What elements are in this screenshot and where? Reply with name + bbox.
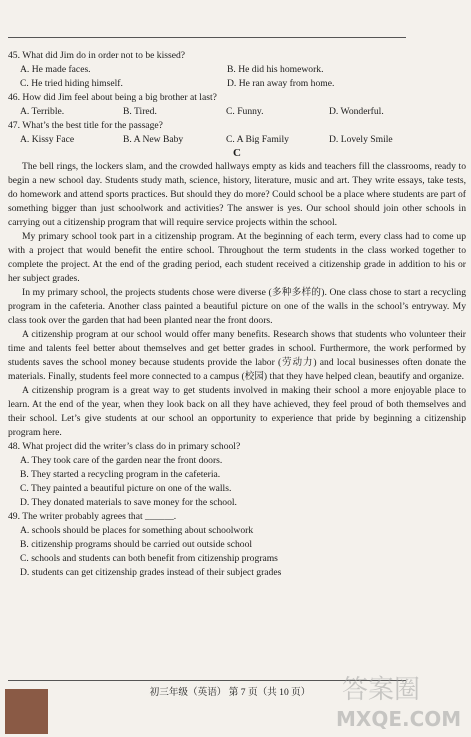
passage-paragraph: The bell rings, the lockers slam, and the crowded hallways empty as kids and teachers fill the classrooms, ready to begin a new school day. Students study math, science, history, literature, music and art. They write essays, take tests, do homework and attend sports practices. But should they do more? Could school be a place where students are part of something bigger than just schoolwork and activities? The answer is yes. Our school should join other schools in carrying out a citizenship program that will require service projects within the school. bbox=[8, 161, 466, 228]
question-stem: 46. How did Jim feel about being a big brother at last? bbox=[8, 92, 217, 103]
answer-options bbox=[20, 524, 466, 580]
answer-options bbox=[20, 63, 466, 91]
watermark-logo bbox=[328, 668, 466, 734]
option-d: D. They donated materials to save money for the school. bbox=[20, 497, 237, 508]
option-b: B. Tired. bbox=[123, 106, 157, 117]
option-a: A. He made faces. bbox=[20, 64, 91, 75]
watermark-top-text: 答案圈 bbox=[342, 675, 421, 705]
question-stem: 49. The writer probably agrees that ______. bbox=[8, 511, 177, 522]
option-c: C. Funny. bbox=[226, 106, 264, 117]
option-d: D. He ran away from home. bbox=[227, 78, 335, 89]
passage-paragraph: A citizenship program is a great way to get students involved in making their school a more enjoyable place to learn. At the end of the year, when they look back on all they have achieved, they feel proud of both themselves and their school. Let’s give students at our school an opportunity to experience that pride by beginning a citizenship program here. bbox=[8, 385, 466, 438]
question-stem: 47. What’s the best title for the passage? bbox=[8, 120, 163, 131]
option-a: A. Kissy Face bbox=[20, 134, 75, 145]
watermark-bottom-text: MXQE.COM bbox=[336, 707, 462, 731]
option-b: B. A New Baby bbox=[123, 134, 184, 145]
exam-page-content bbox=[8, 49, 466, 580]
decorative-corner-block bbox=[5, 689, 48, 734]
option-d: D. students can get citizenship grades instead of their subject grades bbox=[20, 567, 282, 578]
option-b: B. citizenship programs should be carried out outside school bbox=[20, 539, 253, 550]
passage-paragraph: A citizenship program at our school would offer many benefits. Research shows that students who volunteer their time and talents feel better about themselves and get better grades in school. Furthermore, the work performed by students saves the school money because students provide the labor (劳动力) and local businesses often donate the materials. Finally, students feel more connected to a campus (校园) that they have helped clean, beautify and organize. bbox=[8, 329, 466, 382]
section-heading: C bbox=[233, 147, 241, 159]
option-c: C. schools and students can both benefit from citizenship programs bbox=[20, 553, 278, 564]
option-a: A. schools should be places for something about schoolwork bbox=[20, 525, 254, 536]
question-45 bbox=[8, 49, 466, 91]
option-b: B. He did his homework. bbox=[227, 64, 324, 75]
question-stem: 45. What did Jim do in order not to be kissed? bbox=[8, 50, 186, 61]
passage-paragraph: In my primary school, the projects students chose were diverse (多种多样的). One class chose to start a recycling program in the cafeteria. Another class painted a beautiful picture on one of the walls in the school’s entryway. My class took over the garden that had been planted near the front doors. bbox=[8, 287, 466, 326]
option-a: A. They took care of the garden near the front doors. bbox=[20, 455, 223, 466]
page-footer: 初三年级（英语） 第 7 页（共 10 页） bbox=[149, 687, 311, 698]
answer-options bbox=[20, 105, 466, 119]
answer-options bbox=[20, 454, 466, 510]
option-d: D. Lovely Smile bbox=[329, 134, 393, 145]
option-c: C. He tried hiding himself. bbox=[20, 78, 123, 89]
reading-passage bbox=[8, 160, 466, 440]
option-b: B. They started a recycling program in the cafeteria. bbox=[20, 469, 221, 480]
question-48 bbox=[8, 440, 466, 510]
question-46 bbox=[8, 91, 466, 119]
question-stem: 48. What project did the writer’s class do in primary school? bbox=[8, 441, 241, 452]
option-c: C. They painted a beautiful picture on one of the walls. bbox=[20, 483, 232, 494]
passage-paragraph: My primary school took part in a citizenship program. At the beginning of each term, every class had to come up with a project that would benefit the entire school. Throughout the term students in the class worked together to complete the project. At the end of the grading period, each student received a citizenship grade in addition to his or her subject grades. bbox=[8, 231, 466, 284]
header-rule bbox=[8, 37, 406, 38]
option-c: C. A Big Family bbox=[226, 134, 289, 145]
question-47 bbox=[8, 119, 466, 147]
option-a: A. Terrible. bbox=[20, 106, 65, 117]
question-49 bbox=[8, 510, 466, 580]
answer-options bbox=[20, 133, 466, 147]
option-d: D. Wonderful. bbox=[329, 106, 384, 117]
